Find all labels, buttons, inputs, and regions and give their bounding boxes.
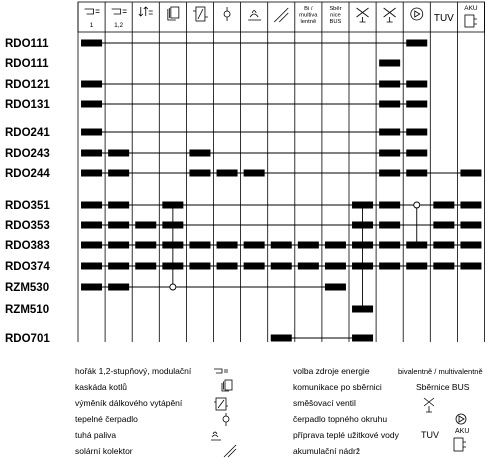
legend-heat-exchanger: výměník dálkového vytápění xyxy=(75,398,183,408)
cascade-icon xyxy=(222,380,232,391)
legend-storage-tank: akumulační nádrž xyxy=(293,446,361,456)
legend-solid-fuel: tuhá paliva xyxy=(75,430,117,440)
row-label: RZM530 xyxy=(5,282,50,294)
device-bar xyxy=(189,263,210,270)
device-bar xyxy=(271,335,292,342)
device-bar xyxy=(406,129,427,136)
device-bar xyxy=(406,242,427,249)
device-bar xyxy=(433,202,454,209)
device-bar xyxy=(81,129,102,136)
legend-tag-bivalent: bivalentně / multivalentně xyxy=(398,367,483,376)
device-bar xyxy=(108,222,129,229)
header-label: 1,2 xyxy=(114,22,124,29)
legend-solar: solární kolektor xyxy=(75,446,133,456)
row-label: RDO244 xyxy=(5,168,50,180)
device-bar xyxy=(244,263,265,270)
device-bar xyxy=(352,202,373,209)
heat-exchanger-icon xyxy=(193,7,208,21)
burner-icon xyxy=(112,9,127,14)
mixing-valve-icon xyxy=(357,8,369,22)
junction-node xyxy=(170,284,176,290)
device-bar xyxy=(81,263,102,270)
device-bar xyxy=(108,170,129,177)
header-label: lentně xyxy=(300,19,317,25)
device-bar xyxy=(379,263,400,270)
device-bar xyxy=(81,222,102,229)
device-bar xyxy=(81,242,102,249)
boiler-cascade-icon xyxy=(168,7,179,20)
row-label: RDO121 xyxy=(5,79,50,91)
device-bar xyxy=(162,263,183,270)
device-bar xyxy=(325,263,346,270)
device-bar xyxy=(460,242,481,249)
device-bar xyxy=(108,242,129,249)
header-label: TUV xyxy=(433,13,454,24)
header-label: Sběr xyxy=(329,6,342,12)
device-bar xyxy=(244,242,265,249)
row-label: RDO374 xyxy=(5,261,50,273)
row-label: RDO243 xyxy=(5,148,50,160)
device-bar xyxy=(162,242,183,249)
legend-left-icons xyxy=(211,369,236,457)
device-bar xyxy=(406,101,427,108)
solid-fuel-icon xyxy=(211,432,221,440)
device-bar xyxy=(108,150,129,157)
device-bar xyxy=(298,242,319,249)
device-bar xyxy=(379,222,400,229)
heat-exchanger-icon xyxy=(214,398,228,410)
legend-energy-source: volba zdroje energie xyxy=(293,366,370,376)
legend xyxy=(0,350,500,466)
device-bar xyxy=(433,263,454,270)
row-label: RDO351 xyxy=(5,200,50,212)
device-bar xyxy=(379,202,400,209)
device-bar xyxy=(162,222,183,229)
device-bar xyxy=(379,81,400,88)
legend-burner: hořák 1,2-stupňový, modulační xyxy=(75,366,192,376)
device-bar xyxy=(406,150,427,157)
device-bar xyxy=(217,263,238,270)
solar-collector-icon xyxy=(224,445,236,457)
legend-tag-bus: Sběrnice BUS xyxy=(416,382,470,392)
device-bar xyxy=(352,263,373,270)
device-bar xyxy=(108,263,129,270)
header-cell-valve xyxy=(357,8,369,22)
device-bar xyxy=(379,242,400,249)
device-bar xyxy=(81,170,102,177)
header-cell-tuv xyxy=(434,13,454,24)
header-label: AKU xyxy=(464,5,478,12)
device-bar xyxy=(189,150,210,157)
header-cell-bi xyxy=(299,6,318,25)
header-cell-burner12 xyxy=(112,9,127,29)
device-bar xyxy=(379,170,400,177)
device-bar xyxy=(271,242,292,249)
heat-pump-icon xyxy=(223,413,229,426)
row-labels xyxy=(5,38,50,345)
legend-right-icons xyxy=(424,398,466,451)
row-label: RDO241 xyxy=(5,127,50,139)
device-bar xyxy=(217,242,238,249)
device-bar xyxy=(81,81,102,88)
device-bar xyxy=(406,263,427,270)
header-cell-aku xyxy=(464,5,478,27)
device-bar xyxy=(460,222,481,229)
device-bar xyxy=(352,222,373,229)
header-label: nice xyxy=(330,12,341,19)
heat-pump-icon xyxy=(224,7,230,21)
device-bar xyxy=(379,129,400,136)
matrix-header xyxy=(78,2,485,32)
legend-heat-pump: tepelné čerpadlo xyxy=(75,414,138,424)
header-label: BUS xyxy=(329,19,342,25)
header-cell-circpump xyxy=(411,8,423,20)
solid-fuel-icon xyxy=(248,11,261,21)
device-bar xyxy=(433,242,454,249)
row-label: RDO701 xyxy=(5,333,50,345)
device-bar xyxy=(135,242,156,249)
header-cell-exchanger xyxy=(193,7,208,21)
device-bar xyxy=(81,101,102,108)
device-bar xyxy=(81,40,102,47)
row-label: RDO353 xyxy=(5,220,50,232)
device-bar xyxy=(406,40,427,47)
device-bar xyxy=(81,284,102,291)
header-cell-cascade xyxy=(139,7,153,16)
device-bar xyxy=(460,263,481,270)
device-bar xyxy=(352,242,373,249)
device-bar xyxy=(379,60,400,67)
burner-icon xyxy=(85,9,100,14)
header-cell-cascade2 xyxy=(168,7,179,20)
header-label: Bi / xyxy=(304,6,313,12)
legend-circulation-pump: čerpadlo topného okruhu xyxy=(293,414,388,424)
device-bar xyxy=(244,170,265,177)
junction-node xyxy=(414,202,420,208)
device-bar xyxy=(162,202,183,209)
legend-tag-tuv: TUV xyxy=(421,430,439,440)
row-label: RZM510 xyxy=(5,304,50,316)
device-bar xyxy=(217,170,238,177)
device-bar xyxy=(271,263,292,270)
device-bar xyxy=(352,335,373,342)
device-bar xyxy=(189,170,210,177)
tank-icon xyxy=(465,15,477,27)
device-bar xyxy=(81,202,102,209)
device-bars xyxy=(81,40,481,342)
row-label: RDO383 xyxy=(5,240,50,252)
device-bar xyxy=(135,222,156,229)
legend-tag-aku: AKU xyxy=(455,428,470,435)
header-frame xyxy=(78,2,485,32)
header-cell-pump xyxy=(224,7,230,21)
device-bar xyxy=(460,170,481,177)
device-bar xyxy=(406,170,427,177)
device-bar xyxy=(108,284,129,291)
header-cell-solar xyxy=(274,8,288,22)
device-bar xyxy=(379,101,400,108)
legend-hot-water: příprava teplé užitkové vody xyxy=(293,430,399,440)
legend-mixing-valve: směšovací ventil xyxy=(293,398,356,408)
legend-bus: komunikace po sběrnici xyxy=(293,382,382,392)
device-bar xyxy=(298,263,319,270)
device-bar xyxy=(189,242,210,249)
solar-collector-icon xyxy=(274,8,288,22)
header-cell-burner xyxy=(85,9,100,29)
device-bar xyxy=(433,222,454,229)
header-cell-bus xyxy=(329,6,341,25)
device-bar xyxy=(460,202,481,209)
device-bar xyxy=(325,284,346,291)
row-label: RDO111 xyxy=(5,38,49,50)
device-bar xyxy=(406,81,427,88)
device-bar xyxy=(108,202,129,209)
circulation-pump-icon xyxy=(411,8,423,20)
device-bar xyxy=(352,306,373,313)
legend-cascade: kaskáda kotlů xyxy=(75,382,127,392)
header-cell-valve2 xyxy=(384,8,396,22)
legend-left-column xyxy=(75,366,192,456)
mixing-valve-icon xyxy=(384,8,396,22)
device-bar xyxy=(379,150,400,157)
cascade-icon xyxy=(139,7,153,16)
row-label: RDO111 xyxy=(5,58,49,70)
header-cell-solid xyxy=(248,11,261,21)
circulation-pump-icon xyxy=(456,414,466,424)
header-label: 1 xyxy=(89,22,94,29)
tank-icon xyxy=(454,438,466,451)
mixing-valve-icon xyxy=(424,398,434,412)
row-label: RDO131 xyxy=(5,99,50,111)
device-bar xyxy=(135,263,156,270)
device-bar xyxy=(81,150,102,157)
device-bar xyxy=(325,242,346,249)
header-label: multiva xyxy=(299,12,318,19)
burner-icon xyxy=(214,369,228,373)
